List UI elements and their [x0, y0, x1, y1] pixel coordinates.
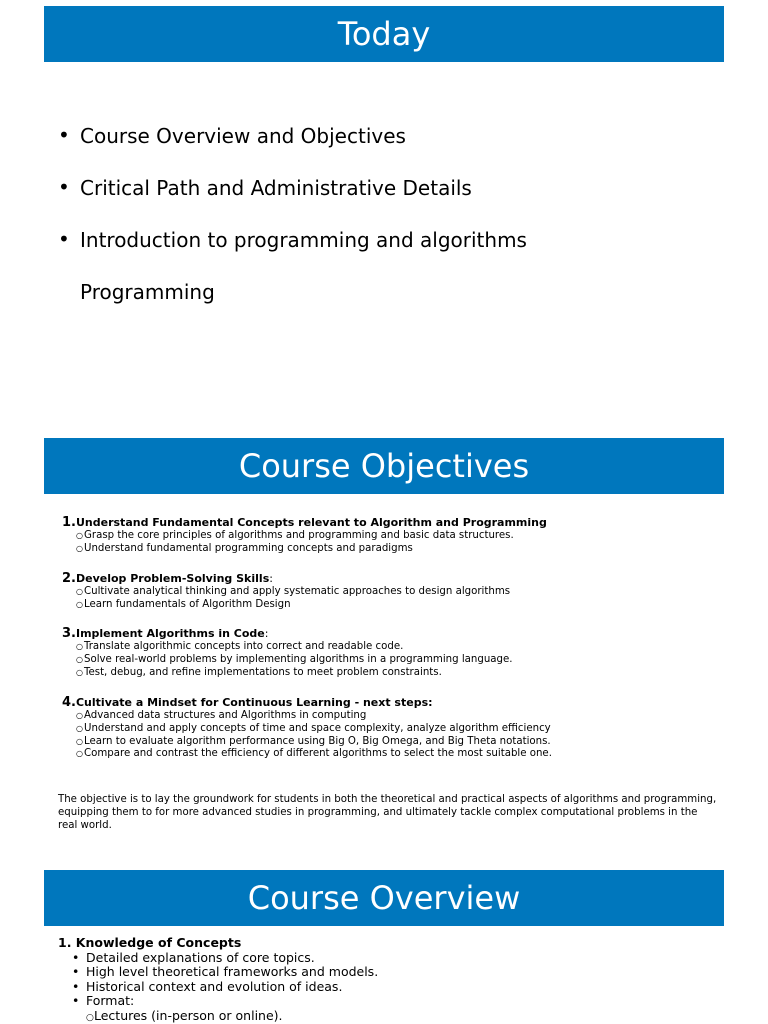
objective-subitem	[76, 586, 510, 599]
overview-section-heading: 1. Knowledge of Concepts	[58, 935, 242, 950]
objective-title-suffix: :	[264, 627, 269, 640]
objective-sublist	[76, 586, 510, 612]
circle-bullet-icon: ○	[76, 642, 83, 651]
overview-format-list	[86, 1009, 378, 1024]
objective-number: 2.	[62, 571, 76, 586]
overview-section	[58, 936, 378, 1024]
today-agenda-item-label: Introduction to programming and algorithms	[80, 228, 527, 252]
objective-title: Develop Problem-Solving Skills	[75, 572, 270, 585]
circle-bullet-icon: ○	[76, 749, 83, 759]
objective-title: Cultivate a Mindset for Continuous Learning - next steps:	[75, 696, 433, 709]
objective-subitem	[76, 641, 513, 654]
objective-number: 3.	[62, 626, 76, 641]
overview-list-item	[72, 965, 378, 980]
overview-format-item-text: Lectures (in-person or online).	[94, 1007, 283, 1023]
objective-sublist	[76, 710, 552, 761]
objective-subitem-text: Understand fundamental programming concepts and paradigms	[84, 542, 413, 554]
circle-bullet-icon: ○	[76, 736, 83, 746]
today-agenda-item-label: Course Overview and Objectives	[80, 124, 406, 148]
objective-subitem-text: Test, debug, and refine implementations to meet problem constraints.	[84, 666, 442, 678]
bullet-icon: •	[72, 964, 80, 979]
objective-subitem-text: Grasp the core principles of algorithms and programming and basic data structures.	[84, 530, 514, 541]
objective-subitem	[76, 667, 513, 680]
objective-subitem-text: Solve real-world problems by implementing algorithms in a programming language.	[84, 653, 513, 665]
bullet-icon: •	[72, 993, 80, 1008]
objective-subitem-text: Advanced data structures and Algorithms in computing	[84, 710, 367, 721]
overview-list-item	[72, 951, 378, 966]
circle-bullet-icon: ○	[76, 599, 83, 609]
overview-list-item-text: Historical context and evolution of ideas.	[86, 978, 343, 994]
objective-subitem-text: Learn to evaluate algorithm performance using Big O, Big Omega, and Big Theta notations.	[84, 735, 551, 747]
overview-list-item-text: Format:	[86, 993, 135, 1008]
objectives-summary: The objective is to lay the groundwork for students in both the theoretical and practical aspects of algorithms and programming, equipping them to for more advanced studies in programming, and ultimately tackle complex computational problems in the real world.	[58, 794, 717, 831]
circle-bullet-icon: ○	[76, 587, 83, 596]
objective-subitem-text: Translate algorithmic concepts into correct and readable code.	[84, 641, 404, 652]
objective-subitem-text: Compare and contrast the efficiency of different algorithms to select the most suitable one.	[84, 748, 552, 760]
objective-subitem	[76, 736, 552, 749]
objective-title-suffix: :	[269, 572, 273, 585]
objective-subitem	[76, 748, 552, 761]
overview-list-item	[72, 980, 378, 995]
circle-bullet-icon: ○	[76, 654, 83, 664]
today-agenda-item-label: Critical Path and Administrative Details	[80, 176, 472, 200]
objective-subitem-text: Cultivate analytical thinking and apply systematic approaches to design algorithms	[84, 586, 511, 597]
objective-sublist	[76, 641, 513, 679]
today-agenda-item	[58, 222, 527, 274]
circle-bullet-icon: ○	[76, 543, 83, 553]
today-agenda-list	[58, 118, 527, 274]
objective-subitem	[76, 530, 547, 543]
objective-number: 4.	[62, 695, 76, 710]
slide-title-today: Today	[44, 6, 724, 62]
objective-item	[62, 627, 513, 679]
bullet-icon: •	[58, 227, 70, 251]
overview-list	[72, 951, 378, 1009]
bullet-icon: •	[58, 175, 70, 199]
objective-subitem	[76, 599, 510, 612]
today-agenda-continuation: Programming	[80, 280, 215, 304]
objective-subitem	[76, 710, 552, 723]
objective-subitem	[76, 654, 513, 667]
objective-number: 1.	[62, 515, 76, 530]
circle-bullet-icon: ○	[76, 711, 83, 720]
circle-bullet-icon: ○	[76, 723, 83, 733]
objective-subitem-text: Understand and apply concepts of time and space complexity, analyze algorithm efficiency	[84, 722, 551, 734]
objective-title: Understand Fundamental Concepts relevant to Algorithm and Programming	[75, 516, 547, 529]
circle-bullet-icon: ○	[76, 531, 83, 540]
objective-title: Implement Algorithms in Code	[75, 627, 265, 640]
overview-list-item	[72, 994, 378, 1009]
objective-heading	[62, 627, 513, 641]
slide-title-overview: Course Overview	[44, 870, 724, 926]
bullet-icon: •	[72, 949, 80, 965]
objective-heading	[62, 516, 547, 530]
objective-item	[62, 696, 552, 761]
slide-title-objectives: Course Objectives	[44, 438, 724, 494]
overview-format-item	[86, 1009, 378, 1024]
circle-bullet-icon: ○	[76, 667, 83, 677]
objective-subitem	[76, 723, 552, 736]
objective-item	[62, 572, 510, 612]
overview-list-item-text: Detailed explanations of core topics.	[86, 949, 315, 965]
bullet-icon: •	[58, 123, 70, 147]
today-agenda-item	[58, 170, 527, 222]
today-agenda-item	[58, 118, 527, 170]
objective-heading	[62, 572, 510, 586]
objective-heading	[62, 696, 552, 710]
overview-list-item-text: High level theoretical frameworks and models.	[86, 964, 379, 979]
objective-subitem-text: Learn fundamentals of Algorithm Design	[84, 598, 291, 610]
circle-bullet-icon: ○	[86, 1012, 94, 1023]
bullet-icon: •	[72, 978, 80, 994]
objective-item	[62, 516, 547, 556]
objective-subitem	[76, 543, 547, 556]
objective-sublist	[76, 530, 547, 556]
